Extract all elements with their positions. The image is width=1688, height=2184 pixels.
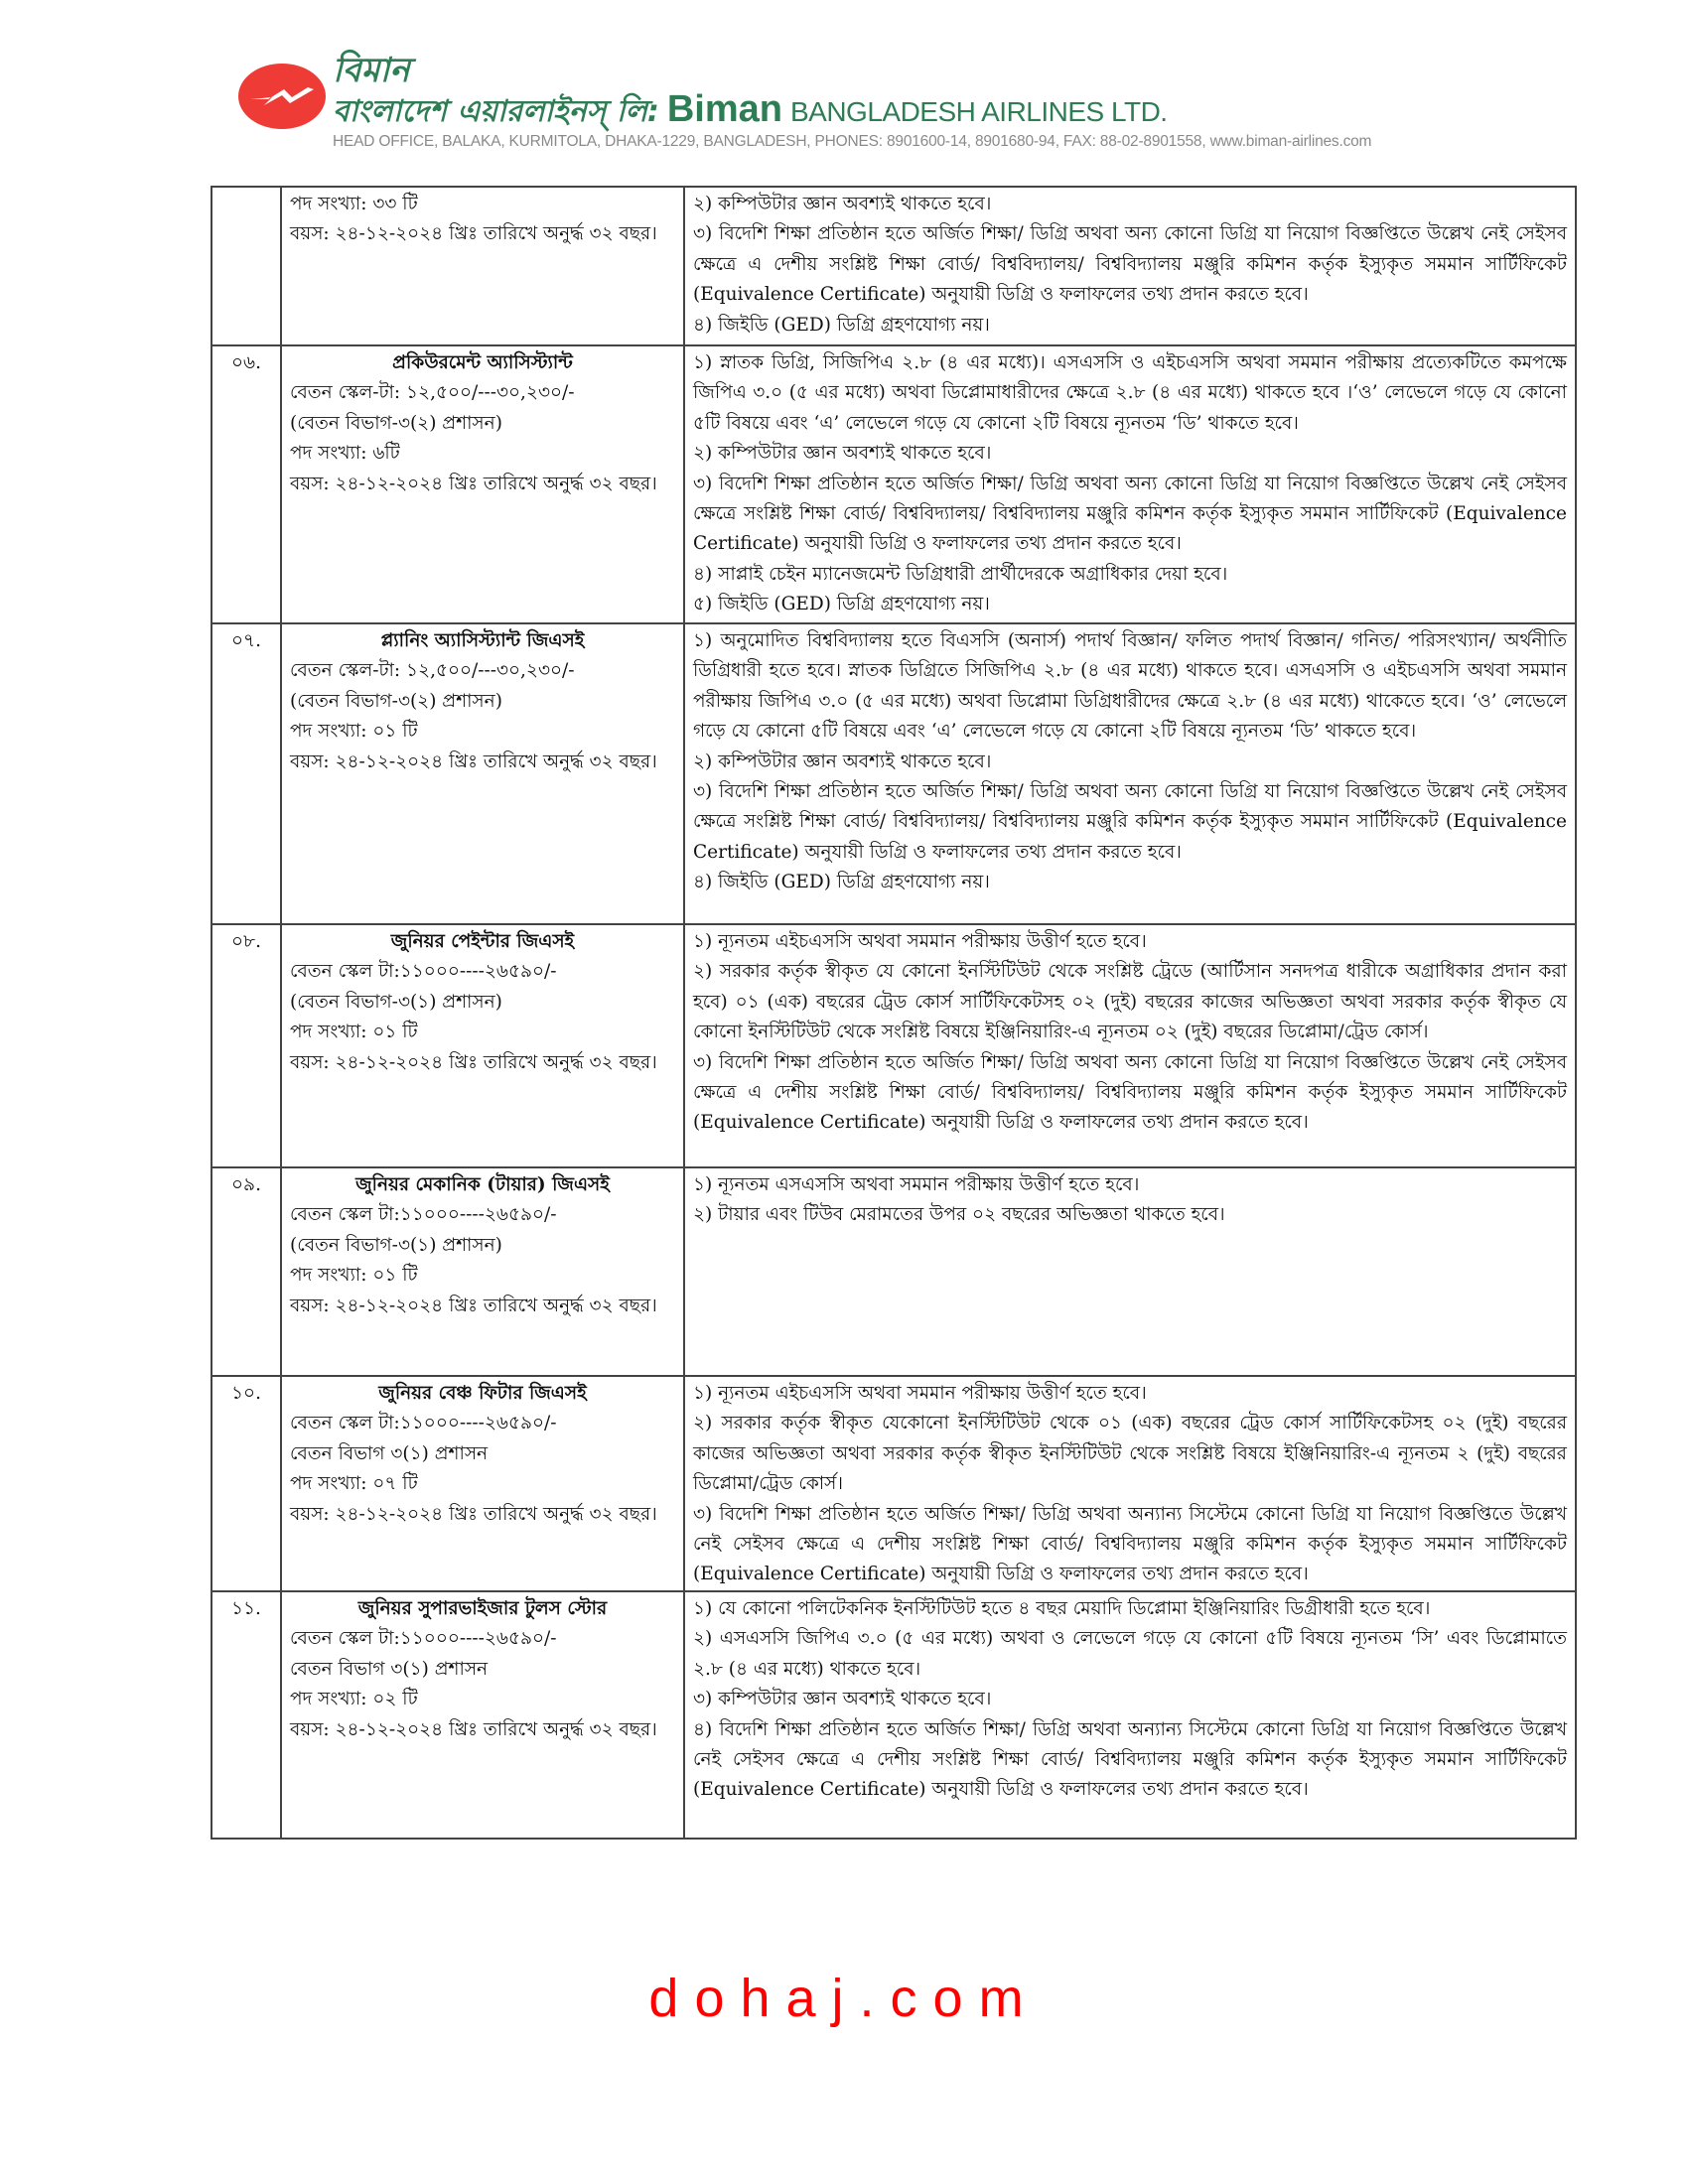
- requirements-cell: [684, 345, 1576, 623]
- post-detail-line: বয়স: ২৪-১২-২০২৪ খ্রিঃ তারিখে অনুর্দ্ধ ৩২ বছর।: [290, 751, 657, 772]
- post-detail-line: বেতন স্কেল টা:১১০০০----২৬৫৯০/-: [290, 1204, 557, 1226]
- post-cell: [281, 1591, 684, 1839]
- post-detail-line: বেতন স্কেল টা:১১০০০----২৬৫৯০/-: [290, 1628, 557, 1650]
- post-title: জুনিয়র সুপারভাইজার টুলস স্টোর: [357, 1598, 608, 1619]
- table-row: [211, 623, 1576, 924]
- post-detail-line: পদ সংখ্যা: ৩৩ টি: [290, 194, 418, 214]
- serial-cell: ১১.: [211, 1591, 281, 1839]
- post-detail-line: বয়স: ২৪-১২-২০২৪ খ্রিঃ তারিখে অনুর্দ্ধ ৩২ বছর।: [290, 1051, 657, 1073]
- table-row: [211, 1591, 1576, 1839]
- letterhead-bengali-line1: বিমান: [333, 51, 410, 90]
- biman-logo-icon: [238, 64, 326, 129]
- post-cell: [281, 924, 684, 1167]
- requirement-item: ৫) জিইডি (GED) ডিগ্রি গ্রহণযোগ্য নয়।: [693, 594, 990, 615]
- post-cell: [281, 187, 684, 345]
- serial-cell: ০৮.: [211, 924, 281, 1167]
- table-row: [211, 1376, 1576, 1591]
- post-detail-line: বয়স: ২৪-১২-২০২৪ খ্রিঃ তারিখে অনুর্দ্ধ ৩২ বছর।: [290, 1295, 657, 1316]
- post-detail-line: পদ সংখ্যা: ০২ টি: [290, 1689, 418, 1710]
- requirement-item: ২) কম্পিউটার জ্ঞান অবশ্যই থাকতে হবে।: [693, 751, 992, 772]
- post-title: প্রকিউরমেন্ট অ্যাসিস্ট্যান্ট: [392, 352, 573, 373]
- serial-cell: ০৯.: [211, 1167, 281, 1376]
- requirement-item: ১) ন্যূনতম এইচএসসি অথবা সমমান পরীক্ষায় উত্তীর্ণ হতে হবে।: [693, 1383, 1147, 1404]
- post-cell: [281, 345, 684, 623]
- table-row: [211, 924, 1576, 1167]
- post-detail-line: বেতন স্কেল টা:১১০০০----২৬৫৯০/-: [290, 1413, 557, 1434]
- table-row: [211, 1167, 1576, 1376]
- post-detail-line: বয়স: ২৪-১২-২০২৪ খ্রিঃ তারিখে অনুর্দ্ধ ৩২ বছর।: [290, 473, 657, 494]
- post-title: জুনিয়র মেকানিক (টায়ার) জিএসই: [355, 1174, 610, 1195]
- letterhead: [233, 52, 1524, 161]
- requirement-item: ১) ন্যূনতম এইচএসসি অথবা সমমান পরীক্ষায় উত্তীর্ণ হতে হবে।: [693, 931, 1147, 952]
- post-cell: [281, 1376, 684, 1591]
- requirement-item: ৩) বিদেশি শিক্ষা প্রতিষ্ঠান হতে অর্জিত শিক্ষা/ ডিগ্রি অথবা অন্য কোনো ডিগ্রি যা নিয়োগ বিজ্ঞপ্তিতে উল্লেখ নেই সেইসব ক্ষেত্রে এ দেশীয় সংশ্লিষ্ট শিক্ষা বোর্ড/ বিশ্ববিদ্যালয়/ বিশ্ববিদ্যালয় মঞ্জুরি কমিশন কর্তৃক ইস্যুকৃত সমমান সার্টিফিকেট (Equivalence Certificate) অনুযায়ী ডিগ্রি ও ফলাফলের তথ্য প্রদান করতে হবে।: [693, 1051, 1567, 1134]
- letterhead-name-line: [333, 89, 1168, 132]
- post-cell: [281, 1167, 684, 1376]
- requirement-item: ৩) বিদেশি শিক্ষা প্রতিষ্ঠান হতে অর্জিত শিক্ষা/ ডিগ্রি অথবা অন্যান্য সিস্টেমে কোনো ডিগ্রি যা নিয়োগ বিজ্ঞপ্তিতে উল্লেখ নেই সেইসব ক্ষেত্রে এ দেশীয় সংশ্লিষ্ট শিক্ষা বোর্ড/ বিশ্ববিদ্যালয় মঞ্জুরি কমিশন কর্তৃক ইস্যুকৃত সমমান সার্টিফিকেট (Equivalence Certificate) অনুযায়ী ডিগ্রি ও ফলাফলের তথ্য প্রদান করতে হবে।: [693, 1503, 1567, 1585]
- requirement-item: ৩) কম্পিউটার জ্ঞান অবশ্যই থাকতে হবে।: [693, 1689, 992, 1710]
- post-detail-line: পদ সংখ্যা: ০১ টি: [290, 1265, 418, 1287]
- table-row: [211, 345, 1576, 623]
- requirement-item: ৪) জিইডি (GED) ডিগ্রি গ্রহণযোগ্য নয়।: [693, 314, 990, 336]
- requirements-cell: [684, 924, 1576, 1167]
- post-detail-line: (বেতন বিভাগ-৩(২) প্রশাসন): [290, 412, 502, 434]
- letterhead-address: HEAD OFFICE, BALAKA, KURMITOLA, DHAKA-1229, BANGLADESH, PHONES: 8901600-14, 8901680-94, FAX: 88-02-8901558, www.biman-airlines.com: [333, 133, 1372, 150]
- requirement-item: ২) টায়ার এবং টিউব মেরামতের উপর ০২ বছরের অভিজ্ঞতা থাকতে হবে।: [693, 1204, 1225, 1226]
- requirements-cell: [684, 1376, 1576, 1591]
- requirement-item: ১) যে কোনো পলিটেকনিক ইনস্টিটিউট হতে ৪ বছর মেয়াদি ডিপ্লোমা ইঞ্জিনিয়ারিং ডিগ্রীধারী হতে হবে।: [693, 1598, 1431, 1619]
- post-detail-line: (বেতন বিভাগ-৩(১) প্রশাসন): [290, 991, 502, 1013]
- requirement-item: ৩) বিদেশি শিক্ষা প্রতিষ্ঠান হতে অর্জিত শিক্ষা/ ডিগ্রি অথবা অন্য কোনো ডিগ্রি যা নিয়োগ বিজ্ঞপ্তিতে উল্লেখ নেই সেইসব ক্ষেত্রে সংশ্লিষ্ট শিক্ষা বোর্ড/ বিশ্ববিদ্যালয়/ বিশ্ববিদ্যালয় মঞ্জুরি কমিশন কর্তৃক ইস্যুকৃত সমমান সার্টিফিকেট (Equivalence Certificate) অনুযায়ী ডিগ্রি ও ফলাফলের তথ্য প্রদান করতে হবে।: [693, 781, 1567, 863]
- requirement-item: ৩) বিদেশি শিক্ষা প্রতিষ্ঠান হতে অর্জিত শিক্ষা/ ডিগ্রি অথবা অন্য কোনো ডিগ্রি যা নিয়োগ বিজ্ঞপ্তিতে উল্লেখ নেই সেইসব ক্ষেত্রে এ দেশীয় সংশ্লিষ্ট শিক্ষা বোর্ড/ বিশ্ববিদ্যালয়/ বিশ্ববিদ্যালয় মঞ্জুরি কমিশন কর্তৃক ইস্যুকৃত সমমান সার্টিফিকেট (Equivalence Certificate) অনুযায়ী ডিগ্রি ও ফলাফলের তথ্য প্রদান করতে হবে।: [693, 223, 1567, 306]
- requirement-item: ৪) বিদেশি শিক্ষা প্রতিষ্ঠান হতে অর্জিত শিক্ষা/ ডিগ্রি অথবা অন্যান্য সিস্টেমে কোনো ডিগ্রি যা নিয়োগ বিজ্ঞপ্তিতে উল্লেখ নেই সেইসব ক্ষেত্রে এ দেশীয় সংশ্লিষ্ট শিক্ষা বোর্ড/ বিশ্ববিদ্যালয় মঞ্জুরি কমিশন কর্তৃক ইস্যুকৃত সমমান সার্টিফিকেট (Equivalence Certificate) অনুযায়ী ডিগ্রি ও ফলাফলের তথ্য প্রদান করতে হবে।: [693, 1718, 1567, 1801]
- requirements-cell: [684, 1591, 1576, 1839]
- requirements-cell: [684, 623, 1576, 924]
- letterhead-brand-bold: Biman: [666, 88, 782, 130]
- requirement-item: ১) ন্যূনতম এসএসসি অথবা সমমান পরীক্ষায় উত্তীর্ণ হতে হবে।: [693, 1174, 1140, 1195]
- letterhead-brand-rest: BANGLADESH AIRLINES LTD.: [789, 96, 1168, 127]
- requirement-item: ২) এসএসসি জিপিএ ৩.০ (৫ এর মধ্যে) অথবা ও লেভেলে গড়ে যে কোনো ৫টি বিষয়ে ন্যূনতম ‘সি’ এবং ডিপ্লোমাতে ২.৮ (৪ এর মধ্যে) থাকতে হবে।: [693, 1628, 1567, 1680]
- post-cell: [281, 623, 684, 924]
- requirement-item: ২) কম্পিউটার জ্ঞান অবশ্যই থাকতে হবে।: [693, 443, 992, 465]
- post-detail-line: বয়স: ২৪-১২-২০২৪ খ্রিঃ তারিখে অনুর্দ্ধ ৩২ বছর।: [290, 223, 657, 245]
- post-detail-line: পদ সংখ্যা: ০১ টি: [290, 1022, 418, 1043]
- post-detail-line: (বেতন বিভাগ-৩(১) প্রশাসন): [290, 1234, 502, 1256]
- post-detail-line: পদ সংখ্যা: ০১ টি: [290, 721, 418, 743]
- serial-cell: [211, 187, 281, 345]
- post-detail-line: পদ সংখ্যা: ৬টি: [290, 443, 400, 465]
- post-detail-line: বয়স: ২৪-১২-২০২৪ খ্রিঃ তারিখে অনুর্দ্ধ ৩২ বছর।: [290, 1503, 657, 1525]
- requirement-item: ১) অনুমোদিত বিশ্ববিদ্যালয় হতে বিএসসি (অনার্স) পদার্থ বিজ্ঞান/ ফলিত পদার্থ বিজ্ঞান/ গনিত/ পরিসংখ্যান/ অর্থনীতি ডিগ্রিধারী হতে হবে। স্নাতক ডিগ্রিতে সিজিপিএ ২.৮ (৪ এর মধ্যে) থাকতে হবে। এসএসসি ও এইচএসসি অথবা সমমান পরীক্ষায় জিপিএ ৩.০ (৫ এর মধ্যে) অথবা ডিপ্লোমা ডিগ্রিধারীদের ক্ষেত্রে ২.৮ (৪ এর মধ্যে) থাকেতে হবে। ‘ও’ লেভেলে গড়ে যে কোনো ৫টি বিষয়ে এবং ‘এ’ লেভেলে গড়ে যে কোনো ২টি বিষয়ে ন্যূনতম ‘ডি’ থাকতে হবে।: [693, 630, 1567, 743]
- requirement-item: ৩) বিদেশি শিক্ষা প্রতিষ্ঠান হতে অর্জিত শিক্ষা/ ডিগ্রি অথবা অন্য কোনো ডিগ্রি যা নিয়োগ বিজ্ঞপ্তিতে উল্লেখ নেই সেইসব ক্ষেত্রে সংশ্লিষ্ট শিক্ষা বোর্ড/ বিশ্ববিদ্যালয়/ বিশ্ববিদ্যালয় মঞ্জুরি কমিশন কর্তৃক ইস্যুকৃত সমমান সার্টিফিকেট (Equivalence Certificate) অনুযায়ী ডিগ্রি ও ফলাফলের তথ্য প্রদান করতে হবে।: [693, 473, 1567, 555]
- post-detail-line: বেতন বিভাগ ৩(১) প্রশাসন: [290, 1442, 489, 1464]
- post-title: জুনিয়র বেঞ্চ ফিটার জিএসই: [378, 1383, 587, 1404]
- bird-logo-icon: [238, 64, 326, 129]
- requirement-item: ৪) সাপ্লাই চেইন ম্যানেজমেন্ট ডিগ্রিধারী প্রার্থীদেরকে অগ্রাধিকার দেয়া হবে।: [693, 563, 1228, 585]
- serial-cell: ০৭.: [211, 623, 281, 924]
- job-requirements-table: [211, 186, 1577, 1840]
- serial-cell: ০৬.: [211, 345, 281, 623]
- table-row: [211, 187, 1576, 345]
- post-detail-line: বেতন স্কেল-টা: ১২,৫০০/---৩০,২৩০/-: [290, 660, 575, 682]
- post-detail-line: বয়স: ২৪-১২-২০২৪ খ্রিঃ তারিখে অনুর্দ্ধ ৩২ বছর।: [290, 1718, 657, 1740]
- post-detail-line: বেতন স্কেল-টা: ১২,৫০০/---৩০,২৩০/-: [290, 382, 575, 404]
- requirement-item: ২) সরকার কর্তৃক স্বীকৃত যে কোনো ইনস্টিটিউট থেকে সংশ্লিষ্ট ট্রেডে (আর্টিসান সনদপত্র ধারীকে অগ্রাধিকার প্রদান করা হবে) ০১ (এক) বছরের ট্রেড কোর্স সার্টিফিকেটসহ ০২ (দুই) বছরের কাজের অভিজ্ঞতা অথবা সরকার কর্তৃক স্বীকৃত যে কোনো ইনস্টিটিউট থেকে সংশ্লিষ্ট বিষয়ে ইঞ্জিনিয়ারিং-এ ন্যূনতম ০২ (দুই) বছরের ডিপ্লোমা/ট্রেড কোর্স।: [693, 961, 1567, 1043]
- requirements-cell: [684, 187, 1576, 345]
- requirement-item: ২) সরকার কর্তৃক স্বীকৃত যেকোনো ইনস্টিটিউট থেকে ০১ (এক) বছরের ট্রেড কোর্স সার্টিফিকেটসহ ০২ (দুই) বছরের কাজের অভিজ্ঞতা অথবা সরকার কর্তৃক স্বীকৃত ইনস্টিটিউট থেকে সংশ্লিষ্ট বিষয়ে ইঞ্জিনিয়ারিং-এ ন্যূনতম ২ (দুই) বছরের ডিপ্লোমা/ট্রেড কোর্স।: [693, 1413, 1567, 1495]
- post-title: জুনিয়র পেইন্টার জিএসই: [390, 931, 575, 952]
- letterhead-bengali-line2: বাংলাদেশ এয়ারলাইনস্ লি:: [333, 94, 659, 129]
- requirement-item: ২) কম্পিউটার জ্ঞান অবশ্যই থাকতে হবে।: [693, 194, 992, 214]
- post-title: প্ল্যানিং অ্যাসিস্ট্যান্ট জিএসই: [380, 630, 585, 651]
- serial-cell: ১০.: [211, 1376, 281, 1591]
- watermark: dohaj.com: [648, 1969, 1040, 2028]
- post-detail-line: বেতন স্কেল টা:১১০০০----২৬৫৯০/-: [290, 961, 557, 983]
- requirements-cell: [684, 1167, 1576, 1376]
- job-table-body: [211, 187, 1576, 1839]
- post-detail-line: (বেতন বিভাগ-৩(২) প্রশাসন): [290, 690, 502, 712]
- requirement-item: ১) স্নাতক ডিগ্রি, সিজিপিএ ২.৮ (৪ এর মধ্যে)। এসএসসি ও এইচএসসি অথবা সমমান পরীক্ষায় প্রত্যেকটিতে কমপক্ষে জিপিএ ৩.০ (৫ এর মধ্যে) অথবা ডিপ্লোমাধারীদের ক্ষেত্রে ২.৮ (৪ এর মধ্যে) থাকতে হবে ।‘ও’ লেভেলে গড়ে যে কোনো ৫টি বিষয়ে এবং ‘এ’ লেভেলে গড়ে যে কোনো ২টি বিষয়ে ন্যূনতম ‘ডি’ থাকতে হবে।: [693, 352, 1567, 434]
- post-detail-line: বেতন বিভাগ ৩(১) প্রশাসন: [290, 1658, 489, 1680]
- post-detail-line: পদ সংখ্যা: ০৭ টি: [290, 1473, 418, 1495]
- requirement-item: ৪) জিইডি (GED) ডিগ্রি গ্রহণযোগ্য নয়।: [693, 872, 990, 893]
